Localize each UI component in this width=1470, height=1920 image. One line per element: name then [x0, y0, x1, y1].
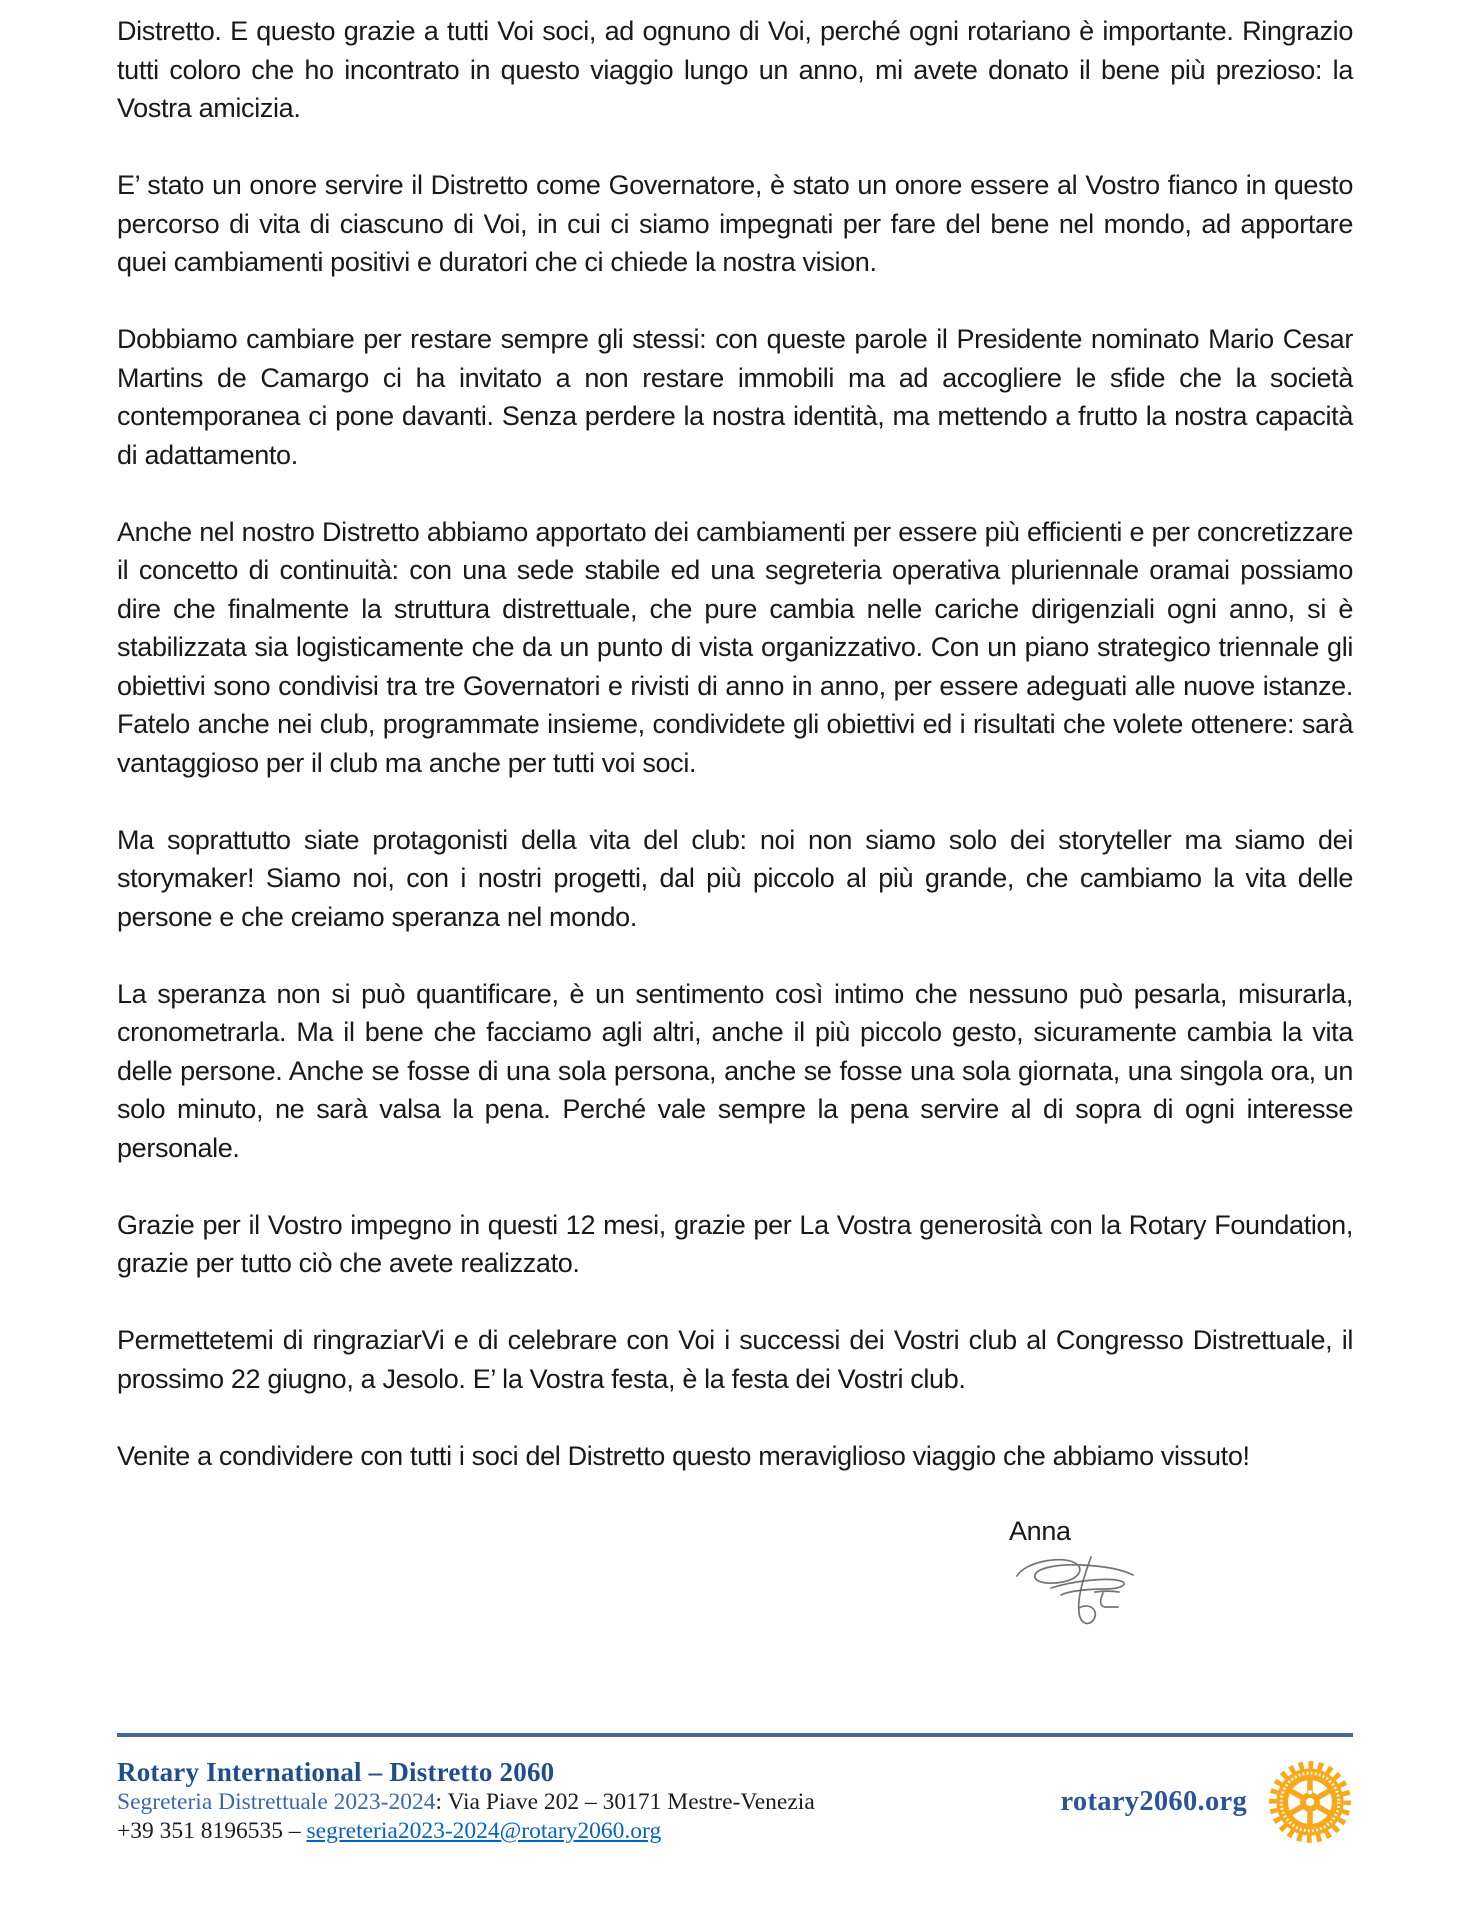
paragraph-3: Dobbiamo cambiare per restare sempre gli stessi: con queste parole il Presidente nominato Mario Cesar Martins de Camargo ci ha invitato a non restare immobili ma ad accogliere le sfide che la società contemporanea ci pone davanti. Senza perdere la nostra identità, ma mettendo a frutto la nostra capacità di adattamento. [117, 324, 1353, 470]
letter-body [117, 12, 1353, 1634]
footer-email-link[interactable]: segreteria2023-2024@rotary2060.org [306, 1818, 662, 1844]
paragraph-5: Ma soprattutto siate protagonisti della vita del club: noi non siamo solo dei storyteller ma siamo dei storymaker! Siamo noi, con i nostri progetti, dal più piccolo al più grande, che cambiamo la vita delle persone e che creiamo speranza nel mondo. [117, 824, 1353, 932]
footer-org-title: Rotary International – Distretto 2060 [117, 1757, 555, 1787]
footer-brand-block [1061, 1759, 1354, 1845]
paragraph-7: Grazie per il Vostro impegno in questi 12 mesi, grazie per La Vostra generosità con la Rotary Foundation, grazie per tutto ciò che avete realizzato. [117, 1209, 1353, 1278]
rotary-wheel-icon [1267, 1759, 1353, 1845]
signature-block [117, 1514, 1353, 1634]
footer-website: rotary2060.org [1060, 1786, 1247, 1817]
paragraph-1: Distretto. E questo grazie a tutti Voi soci, ad ognuno di Voi, perché ogni rotariano è importante. Ringrazio tutti coloro che ho incontrato in questo viaggio lungo un anno, mi avete donato il bene più prezioso: la Vostra amicizia. [117, 16, 1353, 123]
page-footer [117, 1733, 1353, 1845]
handwritten-signature-icon [1011, 1550, 1143, 1634]
footer-secretariat-label: Segreteria Distrettuale 2023-2024 [117, 1789, 436, 1815]
signature-name: Anna [1009, 1515, 1071, 1546]
paragraph-8: Permettetemi di ringraziarVi e di celebrare con Voi i successi dei Vostri club al Congresso Distrettuale, il prossimo 22 giugno, a Jesolo. E’ la Vostra festa, è la festa dei Vostri club. [117, 1325, 1353, 1394]
footer-address: : Via Piave 202 – 30171 Mestre-Venezia [435, 1789, 815, 1815]
paragraph-2: E’ stato un onore servire il Distretto come Governatore, è stato un onore essere al Vostro fianco in questo percorso di vita di ciascuno di Voi, in cui ci siamo impegnati per fare del bene nel mondo, ad apportare quei cambiamenti positivi e duratori che ci chiede la nostra vision. [117, 170, 1353, 277]
paragraph-4: Anche nel nostro Distretto abbiamo apportato dei cambiamenti per essere più efficienti e per concretizzare il concetto di continuità: con una sede stabile ed una segreteria operativa pluriennale oramai possiamo dire che finalmente la struttura distrettuale, che pure cambia nelle cariche dirigenziali ogni anno, si è stabilizzata sia logisticamente che da un punto di vista organizzativo. Con un piano strategico triennale gli obiettivi sono condivisi tra tre Governatori e rivisti di anno in anno, per essere adeguati alle nuove istanze. Fatelo anche nei club, programmate insieme, condividete gli obiettivi ed i risultati che volete ottenere: sarà vantaggioso per il club ma anche per tutti voi soci. [117, 516, 1353, 778]
paragraph-9: Venite a condividere con tutti i soci del Distretto questo meraviglioso viaggio che abbiamo vissuto! [117, 1440, 1250, 1471]
footer-phone: +39 351 8196535 – [117, 1818, 307, 1844]
paragraph-6: La speranza non si può quantificare, è un sentimento così intimo che nessuno può pesarla, misurarla, cronometrarla. Ma il bene che facciamo agli altri, anche il più piccolo gesto, sicuramente cambia la vita delle persone. Anche se fosse di una sola persona, anche se fosse una sola giornata, una singola ora, un solo minuto, ne sarà valsa la pena. Perché vale sempre la pena servire al di sopra di ogni interesse personale. [117, 978, 1353, 1163]
